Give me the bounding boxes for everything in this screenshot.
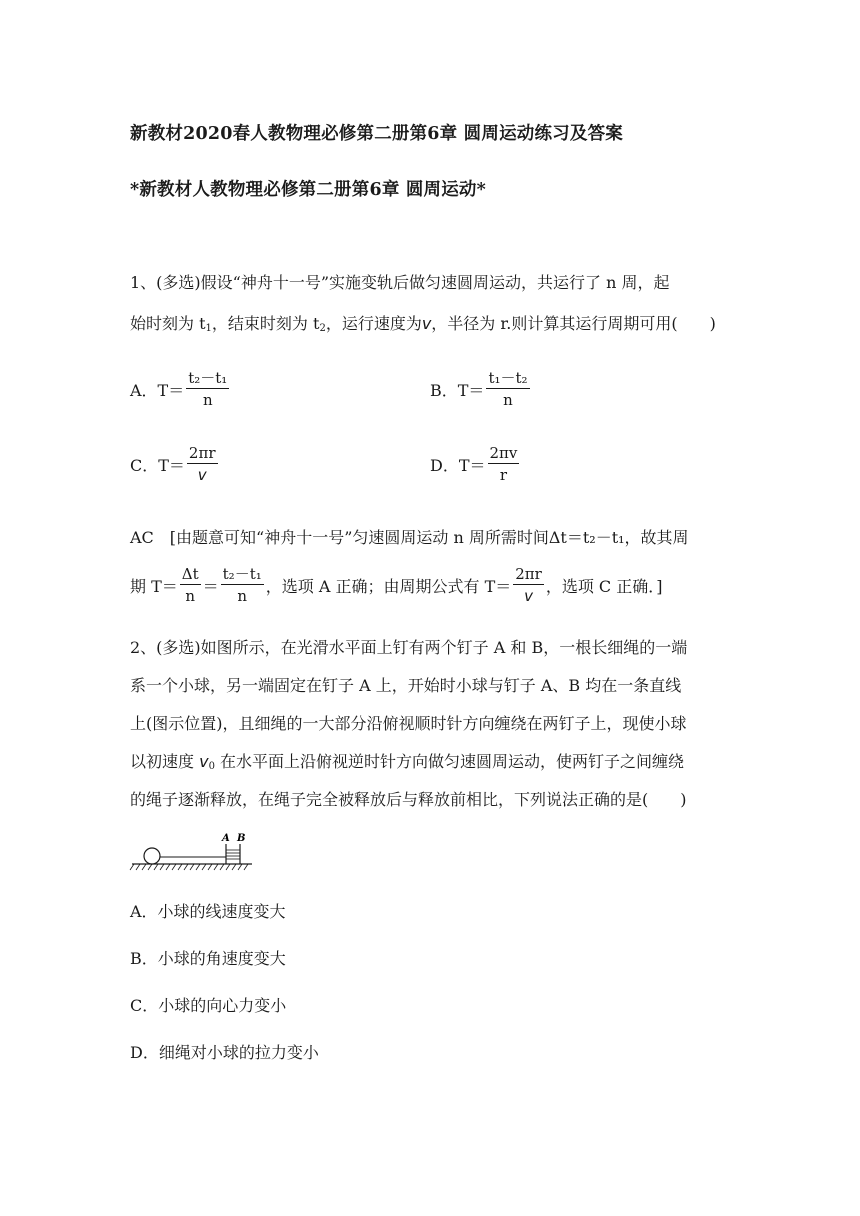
q2-stem-line-4: 以初速度 $v_0$ 在水平面上沿俯视逆时针方向做匀速圆周运动，使两钉子之间缠绕 [130, 752, 685, 772]
document-title: 新教材2020春人教物理必修第二册第6章 圆周运动练习及答案 [130, 124, 623, 144]
q2-stem-line-5: 的绳子逐渐释放，在绳子完全被释放后与释放前相比，下列说法正确的是( ) [130, 790, 687, 809]
ball [144, 848, 160, 864]
q1-stem-line-2: 始时刻为 $t_1$，结束时刻为 $t_2$，运行速度为v，半径为 r.则计算其运行周期可用( ) [130, 314, 716, 334]
q1-answer-line-2: 期 T＝ $\frac{\Delta t}{n}$ ＝ $\frac{\text{t₂－t₁}}{n}$ ，选项 A 正确；由周期公式有 T＝ $\frac{2\pi r}{v}$ ，选项 C 正确．] [130, 565, 663, 605]
q1-answer-line-1: AC [由题意可知“神舟十一号”匀速圆周运动 n 周所需时间Δt＝t₂－t₁，故其周 [130, 528, 689, 547]
wound-rope [226, 850, 240, 859]
q2-stem-line-3: 上(图示位置)，且细绳的一大部分沿俯视顺时针方向缠绕在两钉子上，现使小球 [130, 714, 687, 733]
ground-hatching [130, 864, 248, 870]
q2-option-b: B．小球的角速度变大 [130, 949, 286, 968]
q2-option-a: A．小球的线速度变大 [130, 902, 286, 921]
q2-stem-line-2: 系一个小球，另一端固定在钉子 A 上，开始时小球与钉子 A、B 均在一条直线 [130, 676, 682, 695]
nail-rope-figure [128, 830, 258, 875]
q1-option-b: B．T＝ $\frac{\text{t₁－t₂}}{n}$ [430, 369, 528, 409]
q1-stem-line-1: 1、(多选)假设“神舟十一号”实施变轨后做匀速圆周运动，共运行了 n 周，起 [130, 273, 670, 292]
q2-option-c: C．小球的向心力变小 [130, 996, 287, 1015]
label-b: B [237, 833, 246, 844]
label-a: A [222, 833, 230, 844]
q1-option-c: C．T＝ $\frac{2\pi r}{v}$ [130, 444, 216, 484]
q1-option-a: A．T＝ $\frac{\text{t₂－t₁}}{n}$ [130, 369, 228, 409]
document-subtitle: *新教材人教物理必修第二册第6章 圆周运动* [130, 180, 486, 200]
q2-option-d: D．细绳对小球的拉力变小 [130, 1043, 319, 1062]
q2-stem-line-1: 2、(多选)如图所示，在光滑水平面上钉有两个钉子 A 和 B，一根长细绳的一端 [130, 638, 688, 657]
q1-option-d: D．T＝ $\frac{2\pi v}{r}$ [430, 444, 518, 484]
